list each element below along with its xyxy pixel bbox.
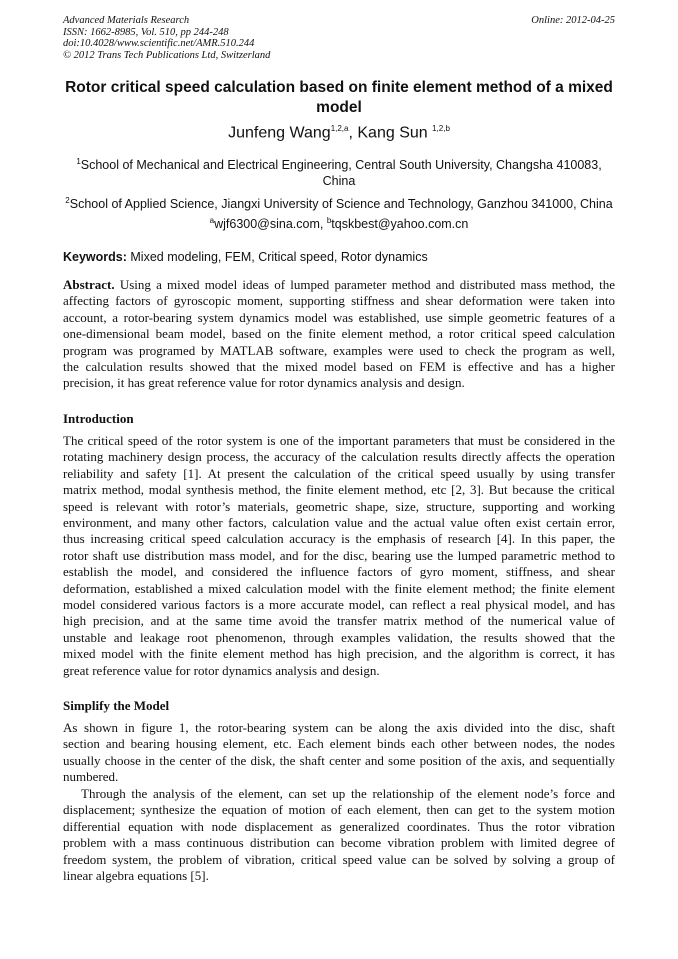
simplify-paragraph-1 [63, 720, 615, 786]
text-line: deformation, established a mixed calculation model with the finite element method; the finite element [63, 580, 615, 596]
text-line: one-dimensional beam model, based on the finite element method, a rotor critical speed calculation [63, 326, 615, 342]
copyright: © 2012 Trans Tech Publications Ltd, Switzerland [63, 49, 271, 61]
text-line: freedom system, the problem of vibration, critical speed value can be solved by solving a group of [63, 851, 615, 867]
paper-title: Rotor critical speed calculation based on finite element method of a mixed model [65, 79, 613, 116]
author-separator: , Kang Sun [348, 124, 433, 142]
text-line: mixed model with the finite element method has high precision, and the algorithm is correct, it has [63, 646, 615, 662]
text-line: numbered. [63, 769, 119, 785]
text-line: As shown in figure 1, the rotor-bearing system can be along the axis divided into the disc, shaft [63, 720, 615, 735]
author-1-sup: 1,2,a [330, 124, 349, 133]
author-1: Junfeng Wang [228, 124, 331, 142]
introduction-text [63, 433, 615, 679]
affiliation-2 [40, 193, 638, 212]
text-line: program was programed by MATLAB software, examples were used to check the program as well, [63, 342, 615, 358]
text-line: rotating machinery design process, the accuracy of the calculation results directly affects the operation [63, 449, 615, 465]
aff-1-text: School of Mechanical and Electrical Engineering, Central South University, Changsha 410083, China [80, 158, 602, 189]
email-a: wjf6300@sina.com, [214, 217, 327, 232]
aff-2-sup: 2 [65, 196, 70, 205]
text-line: Through the analysis of the element, can set up the relationship of the element node’s force and [81, 786, 615, 801]
author-2-sup: 1,2,b [432, 124, 450, 133]
text-line: linear algebra equations [5]. [63, 868, 209, 884]
abstract-label: Abstract. [63, 277, 115, 292]
keywords-label: Keywords: [63, 250, 127, 264]
email-b: tqskbest@yahoo.com.cn [331, 217, 469, 232]
text-line: environment, and many other factors, calculation value and the actual value often exist certain error, [63, 515, 615, 531]
text-line: the calculation results showed that the mixed model based on FEM is effective and has a higher [63, 359, 615, 375]
text-line [63, 277, 615, 293]
keywords [63, 250, 428, 264]
affiliation-1 [75, 154, 603, 189]
authors [40, 124, 638, 142]
text-line: reliability and safety [1]. At present the calculation of the critical speed usually by using transfer [63, 465, 615, 481]
text-line: usually choose in the center of the disk, the shaft center and some position of the axis, and sequentially [63, 752, 615, 768]
email-a-sup: a [209, 216, 215, 225]
text-line-content: Using a mixed model ideas of lumped parameter method and distributed mass method, the [119, 277, 615, 292]
text-line: problem with a mass continuous distribution can become vibration problem with limited degree of [63, 835, 615, 851]
text-line: The critical speed of the rotor system is one of the important parameters that must be considered in the [63, 433, 615, 448]
text-line: precision, it has great reference value for rotor dynamics analysis and design. [63, 375, 465, 391]
text-line: speed is relevant with rotor’s materials, geometric shape, size, structure, supporting and working [63, 498, 615, 514]
text-line: section and bearing housing element, etc. Each element binds each other between nodes, the nodes [63, 736, 615, 752]
text-line: unstable and leakage root phenomenon, through examples validation, the results showed that the [63, 629, 615, 645]
heading-introduction: Introduction [63, 411, 134, 426]
aff-1-sup: 1 [76, 157, 81, 166]
text-line: account, a rotor-bearing system dynamics model was established, use simple geometric features of a [63, 309, 615, 325]
email-b-sup: b [326, 216, 332, 225]
text-line: matrix method, modal synthesis method, the finite element method, etc [2, 3]. But because the critical [63, 482, 615, 498]
text-line: differential equation with node displacement as generalized coordinates. Thus the rotor vibration [63, 818, 615, 834]
doi: doi:10.4028/www.scientific.net/AMR.510.244 [63, 38, 255, 49]
text-line: establish the model, and considered the influence factors of gyro moment, stiffness, and shear [63, 564, 615, 580]
journal-header [63, 15, 270, 61]
online-date: Online: 2012-04-25 [531, 15, 615, 26]
text-line: thus increasing critical speed calculation accuracy is the emphasis of research [4]. In this paper, the [63, 531, 615, 547]
text-line: displacement; synthesize the equation of motion of each element, then can get to the system motion [63, 802, 615, 818]
text-line: high precision, and at the same time avoid the transfer matrix method of the numerical value of [63, 613, 615, 629]
journal-name: Advanced Materials Research [63, 15, 190, 26]
heading-simplify-model: Simplify the Model [63, 698, 170, 713]
text-line: great reference value for rotor dynamics analysis and design. [63, 662, 380, 678]
simplify-paragraph-2 [63, 786, 615, 884]
abstract [63, 277, 615, 392]
keywords-text: Mixed modeling, FEM, Critical speed, Rotor dynamics [126, 250, 428, 264]
text-line: rotor shaft use distribution mass model, and for the disc, bearing use the lumped parametric method to [63, 547, 615, 563]
text-line: affecting factors of gyroscopic moment, supporting stiffness and shear deformation were taken into [63, 293, 615, 309]
text-line: model considered various factors is a more accurate model, can reflect a real physical model, and has [63, 597, 615, 613]
issn: ISSN: 1662-8985, Vol. 510, pp 244-248 [63, 26, 229, 38]
aff-2-text: School of Applied Science, Jiangxi University of Science and Technology, Ganzhou 341000, China [69, 197, 613, 212]
emails [40, 213, 638, 232]
